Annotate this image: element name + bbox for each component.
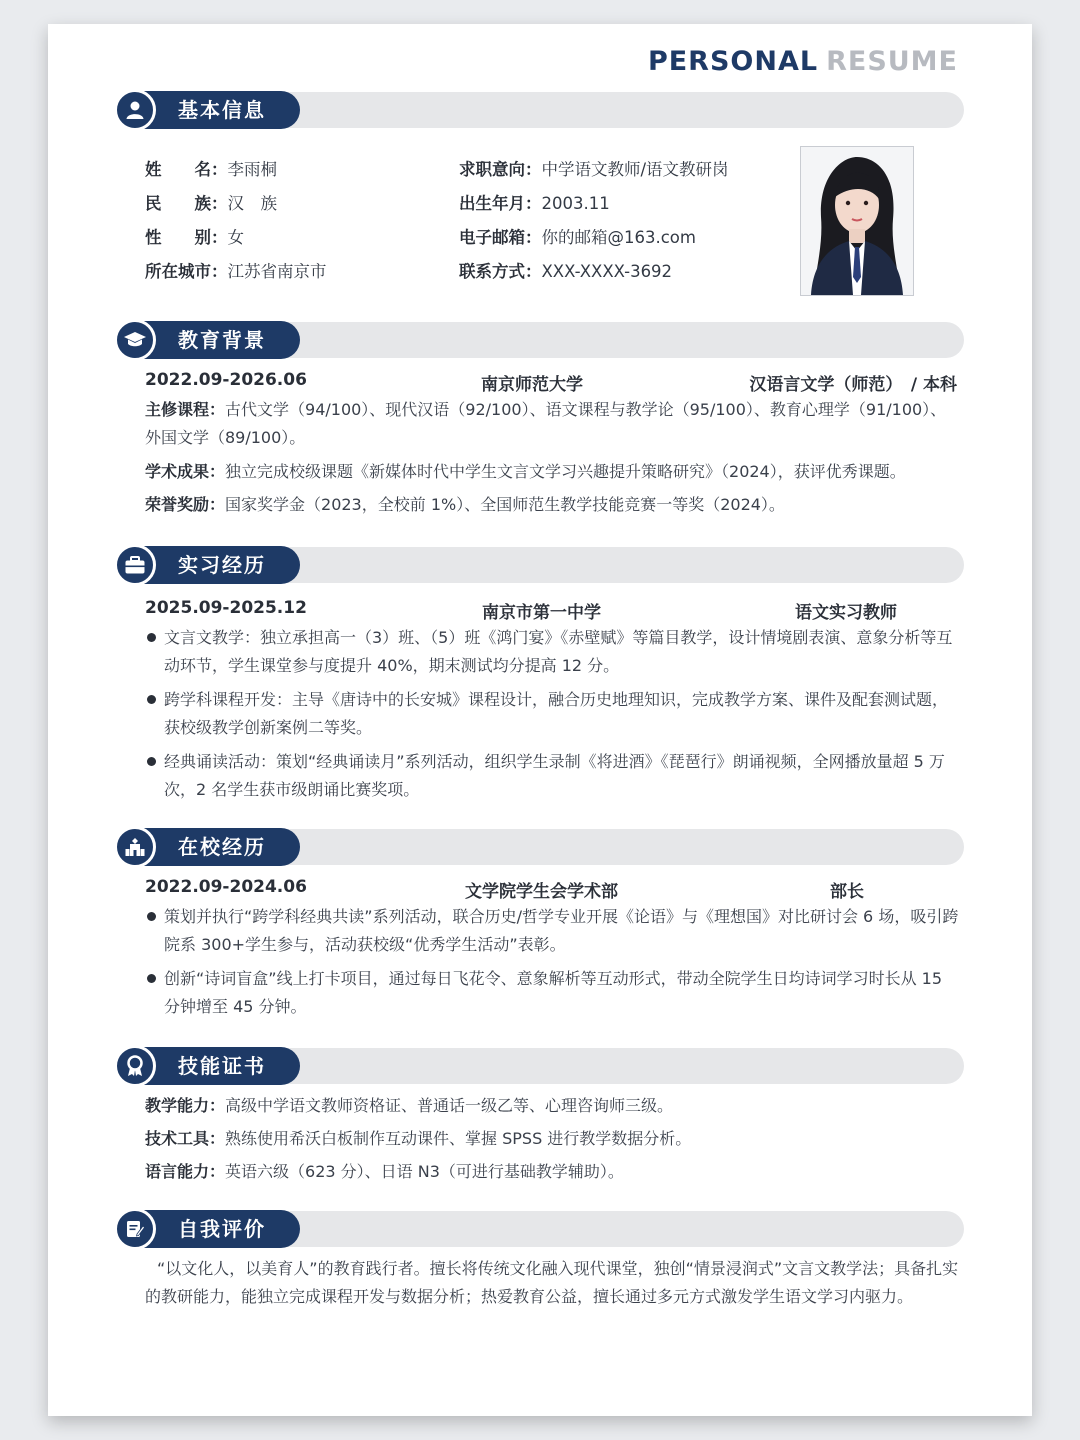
campus-period: 2022.09-2024.06 <box>145 877 307 897</box>
internship-org: 南京市第一中学 <box>482 603 601 623</box>
honor-value: 国家奖学金（2023，全校前 1%）、全国师范生教学技能竞赛一等奖（2024）。 <box>225 495 785 514</box>
briefcase-icon <box>114 544 156 586</box>
academic-label: 学术成果： <box>145 462 226 481</box>
education-major: 汉语言文学（师范） / 本科 <box>749 375 957 395</box>
education-academic <box>145 458 959 486</box>
email-value: 你的邮箱@163.com <box>541 228 696 247</box>
section-title: 技能证书 <box>178 1054 266 1078</box>
campus-item: 创新“诗词盲盒”线上打卡项目，通过每日飞花令、意象解析等互动形式，带动全院学生日均诗词学习时长从 15 分钟增至 45 分钟。 <box>145 965 961 1021</box>
internship-item: 文言文教学：独立承担高一（3）班、（5）班《鸿门宴》《赤壁赋》等篇目教学，设计情境剧表演、意象分析等互动环节，学生课堂参与度提升 40%，期末测试均分提高 12 分。 <box>145 624 961 680</box>
campus-item: 策划并执行“跨学科经典共读”系列活动，联合历史/哲学专业开展《论语》与《理想国》对比研讨会 6 场，吸引跨院系 300+学生参与，活动获校级“优秀学生活动”表彰。 <box>145 903 961 959</box>
education-honor <box>145 491 959 519</box>
section-bar <box>206 829 964 865</box>
gender-value: 女 <box>227 228 244 247</box>
section-bar <box>206 92 964 128</box>
section-title: 教育背景 <box>178 328 266 352</box>
section-bar <box>206 1048 964 1084</box>
honor-label: 荣誉奖励： <box>145 495 226 514</box>
teach-label: 教学能力： <box>145 1096 226 1115</box>
skill-lang <box>145 1158 959 1186</box>
phone-label: 联系方式： <box>459 262 542 281</box>
gender-label: 性 别： <box>145 228 228 247</box>
section-header-skills <box>116 1046 964 1086</box>
section-header-self <box>116 1209 964 1249</box>
nation-value: 汉 族 <box>227 194 277 213</box>
resume-brand-title <box>648 46 958 77</box>
internship-period: 2025.09-2025.12 <box>145 598 307 618</box>
section-bar <box>206 322 964 358</box>
tool-label: 技术工具： <box>145 1129 226 1148</box>
self-evaluation-text: “以文化人，以美育人”的教育践行者。擅长将传统文化融入现代课堂，独创“情景浸润式”文言文教学法；具备扎实的教研能力，能独立完成课程开发与数据分析；热爱教育公益，擅长通过多元方式激发学生语文学习内驱力。 <box>145 1259 959 1306</box>
internship-item: 跨学科课程开发：主导《唐诗中的长安城》课程设计，融合历史地理知识，完成教学方案、课件及配套测试题，获校级教学创新案例二等奖。 <box>145 686 961 742</box>
section-header-basic <box>116 90 964 130</box>
resume-page <box>48 24 1032 1416</box>
tool-value: 熟练使用希沃白板制作互动课件、掌握 SPSS 进行教学数据分析。 <box>225 1129 692 1148</box>
school-building-icon <box>114 826 156 868</box>
job-value: 中学语文教师/语文教研岗 <box>541 160 729 179</box>
courses-label: 主修课程： <box>145 400 226 419</box>
academic-value: 独立完成校级课题《新媒体时代中学生文言文学习兴趣提升策略研究》（2024），获评优秀课题。 <box>225 462 906 481</box>
profile-photo <box>800 146 914 296</box>
education-header-row <box>145 370 957 396</box>
section-bar <box>206 547 964 583</box>
internship-role: 语文实习教师 <box>795 603 897 623</box>
section-header-education <box>116 320 964 360</box>
brand-word-resume: RESUME <box>826 46 958 77</box>
phone-value: XXX-XXXX-3692 <box>541 262 673 281</box>
brand-word-personal: PERSONAL <box>647 46 819 77</box>
campus-org: 文学院学生会学术部 <box>465 882 618 902</box>
education-school: 南京师范大学 <box>481 375 583 395</box>
education-period: 2022.09-2026.06 <box>145 370 307 390</box>
award-badge-icon <box>114 1045 156 1087</box>
city-label: 所在城市： <box>145 262 228 281</box>
section-header-internship <box>116 545 964 585</box>
nation-label: 民 族： <box>145 194 228 213</box>
campus-header-row <box>145 877 957 903</box>
section-header-campus <box>116 827 964 867</box>
edit-note-icon <box>114 1208 156 1250</box>
teach-value: 高级中学语文教师资格证、普通话一级乙等、心理咨询师三级。 <box>225 1096 674 1115</box>
internship-item: 经典诵读活动：策划“经典诵读月”系列活动，组织学生录制《将进酒》《琵琶行》朗诵视频，全网播放量超 5 万次，2 名学生获市级朗诵比赛奖项。 <box>145 748 961 804</box>
lang-value: 英语六级（623 分）、日语 N3（可进行基础教学辅助）。 <box>225 1162 624 1181</box>
section-bar <box>206 1211 964 1247</box>
lang-label: 语言能力： <box>145 1162 226 1181</box>
internship-header-row <box>145 598 957 624</box>
name-label: 姓 名： <box>145 160 228 179</box>
graduation-cap-icon <box>114 319 156 361</box>
education-courses <box>145 396 959 452</box>
skill-tool <box>145 1125 959 1153</box>
courses-value: 古代文学（94/100）、现代汉语（92/100）、语文课程与教学论（95/100）、教育心理学（91/100）、外国文学（89/100）。 <box>145 400 947 447</box>
name-value: 李雨桐 <box>227 160 277 179</box>
user-icon <box>114 89 156 131</box>
section-title: 实习经历 <box>178 553 266 577</box>
skill-teach <box>145 1092 959 1120</box>
campus-role: 部长 <box>830 882 864 902</box>
birth-value: 2003.11 <box>541 194 610 213</box>
section-title: 基本信息 <box>178 98 266 122</box>
email-label: 电子邮箱： <box>459 228 542 247</box>
job-label: 求职意向： <box>459 160 542 179</box>
city-value: 江苏省南京市 <box>227 262 327 281</box>
section-title: 自我评价 <box>178 1217 266 1241</box>
birth-label: 出生年月： <box>459 194 542 213</box>
section-title: 在校经历 <box>178 835 266 859</box>
